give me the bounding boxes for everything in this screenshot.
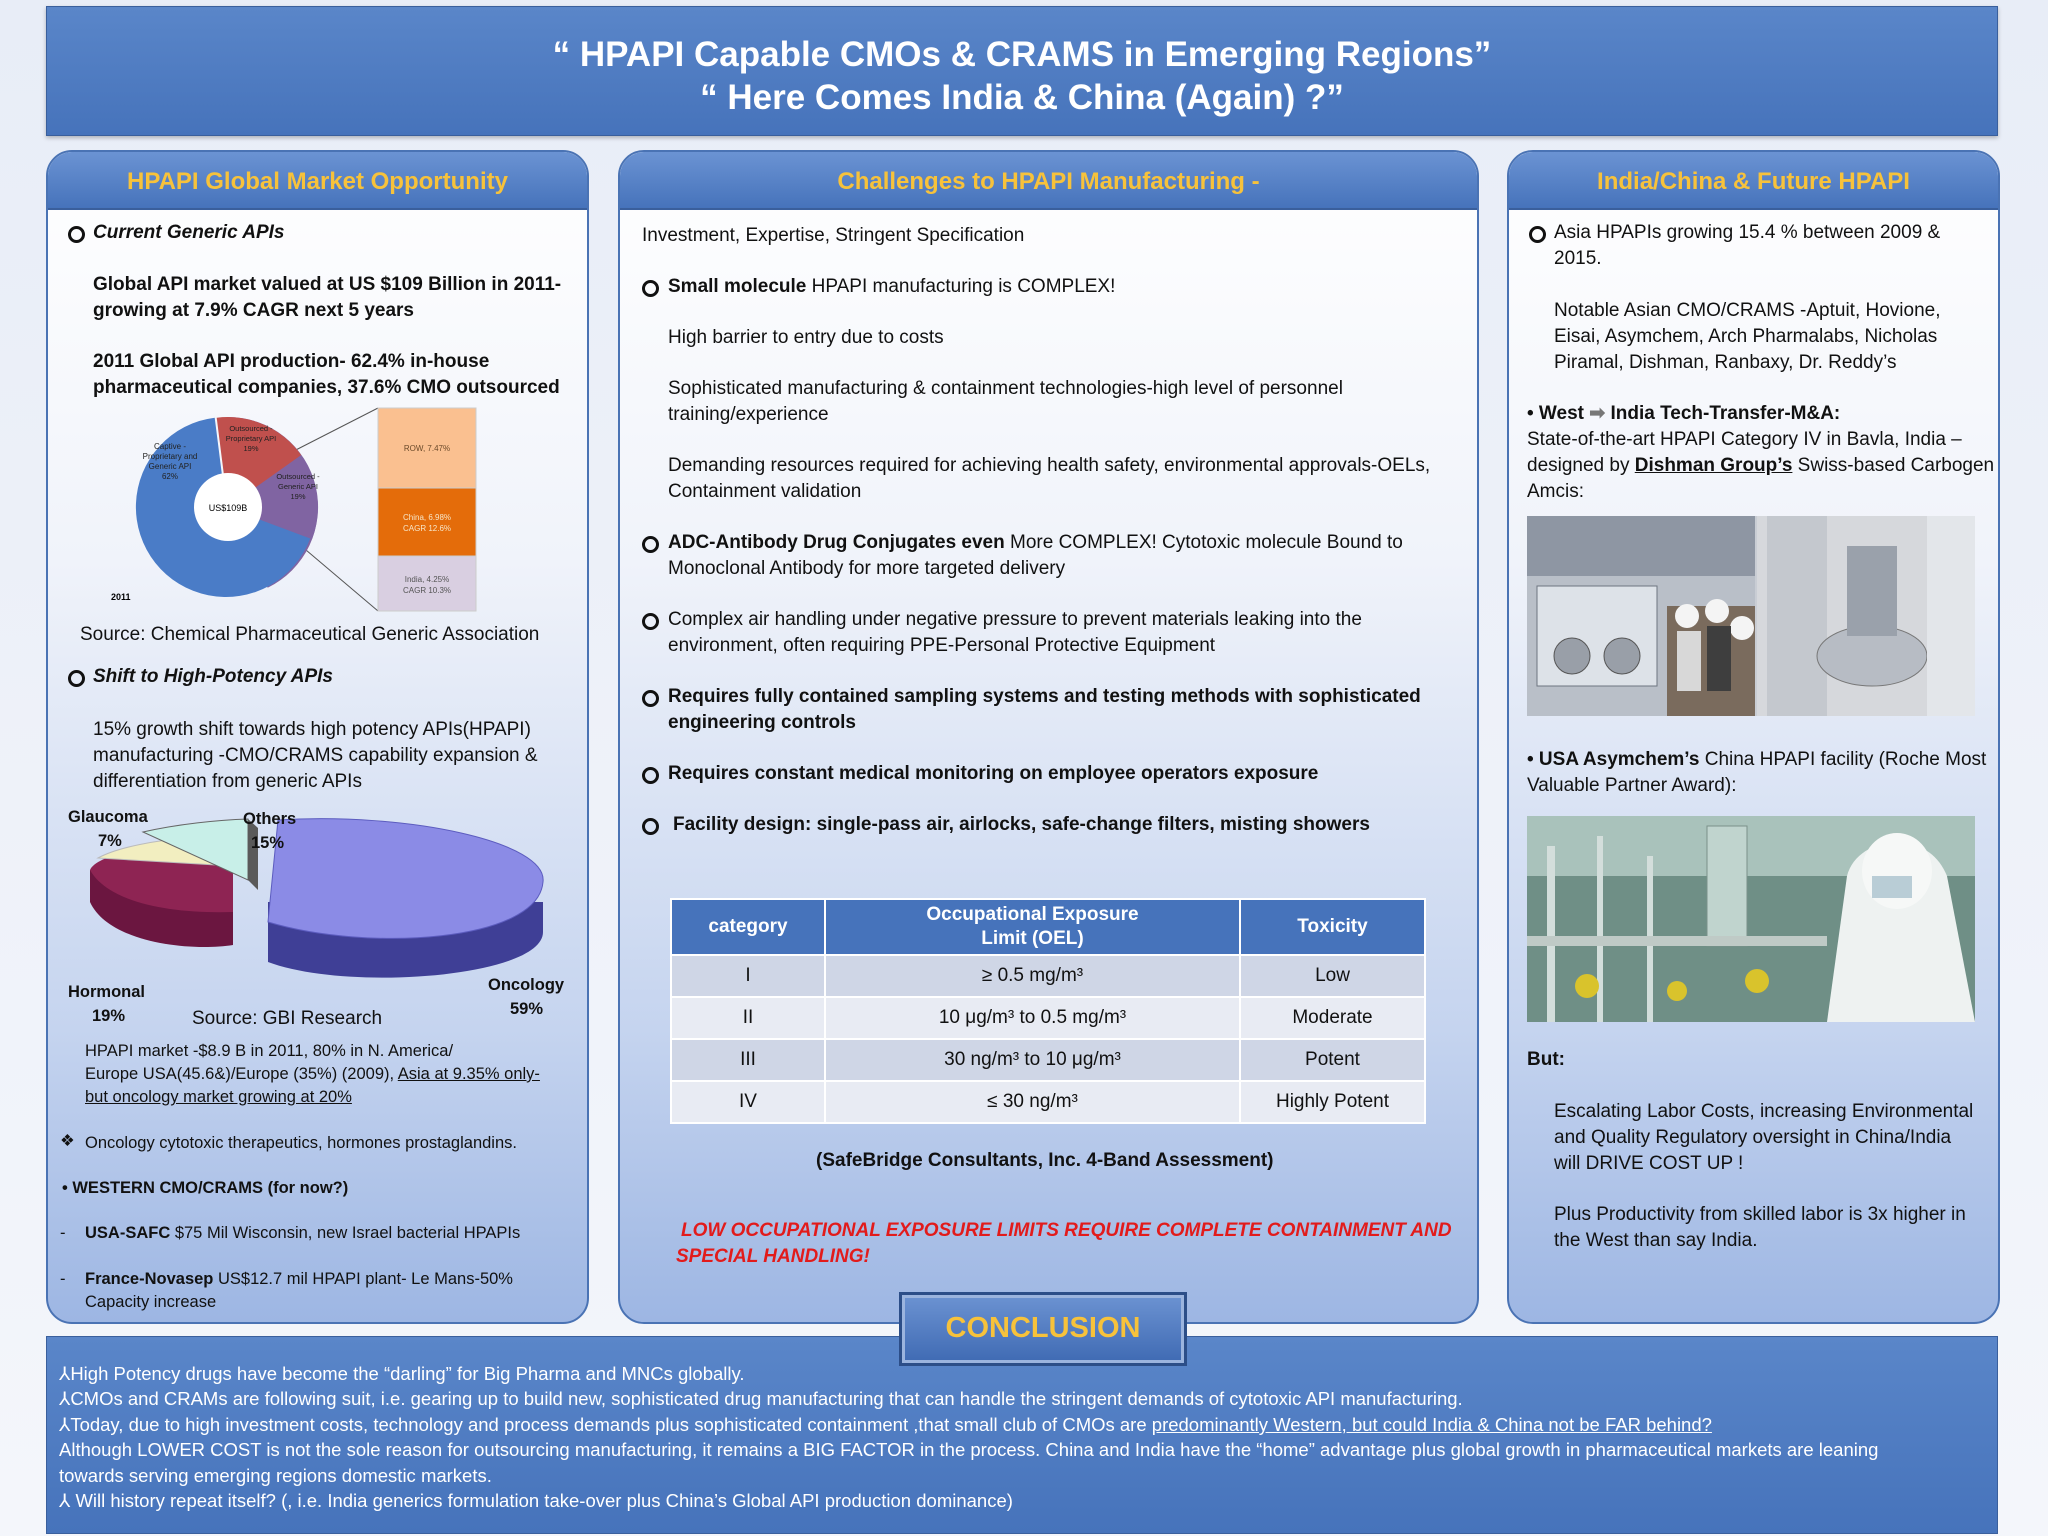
usa-asymchem-text: China HPAPI facility (Roche Most	[1699, 749, 1987, 770]
sampling-line-1: Requires fully contained sampling systems and testing methods with sophisticated	[668, 686, 1421, 707]
bullet-icon	[642, 280, 659, 297]
oel-table-caption: (SafeBridge Consultants, Inc. 4-Band Assessment)	[816, 1150, 1274, 1171]
oel-cell-category: I	[671, 955, 825, 997]
bullet-icon	[642, 690, 659, 707]
conclusion-line-6	[59, 1488, 1013, 1514]
api-market-line-1: Global API market valued at US $109 Billion in 2011-	[93, 274, 562, 295]
oel-cell-category: III	[671, 1039, 825, 1081]
warning-line-2: SPECIAL HANDLING!	[676, 1246, 870, 1267]
title-line-2: “ Here Comes India & China (Again) ?”	[700, 78, 1344, 117]
pie2-label-oncology: Oncology	[488, 976, 565, 994]
pie2-label-others-pct: 15%	[251, 834, 285, 852]
shift-line-1: 15% growth shift towards high potency APIs(HPAPI)	[93, 719, 531, 740]
usa-safc-line	[85, 1222, 520, 1245]
hpapi-line-2-text: Europe USA(45.6&)/Europe (35%) (2009),	[85, 1065, 398, 1083]
pie2-label-glaucoma: Glaucoma	[68, 808, 148, 826]
conclusion-line-3-text: Today, due to high investment costs, technology and process demands plus sophisticated containment ,that small club of CMOs are	[70, 1414, 1152, 1435]
oel-cell-toxicity: Potent	[1240, 1039, 1425, 1081]
conclusion-line-1-text: High Potency drugs have become the “darling” for Big Pharma and MNCs globally.	[70, 1363, 745, 1384]
arrow-right-icon: ➡	[1589, 403, 1606, 424]
pie1-bar-china-label: China, 6.98% CAGR 12.6%	[402, 513, 452, 533]
production-line-1: 2011 Global API production- 62.4% in-house	[93, 351, 490, 372]
state-line-2	[1527, 453, 1994, 479]
table-row	[671, 997, 1425, 1039]
conclusion-line-5: towards serving emerging regions domestic markets.	[59, 1465, 492, 1486]
middle-panel	[618, 150, 1479, 1324]
facility-line: Facility design: single-pass air, airlocks, safe-change filters, misting showers	[673, 814, 1370, 835]
pie1-label-outsourced-generic: Outsourced -Generic API 19%	[276, 472, 320, 501]
small-molecule-text: HPAPI manufacturing is COMPLEX!	[806, 276, 1116, 297]
bullet-icon	[1529, 226, 1546, 243]
bullet-icon	[642, 767, 659, 784]
demand-line-2: Containment validation	[668, 481, 862, 502]
oel-cell-limit: 30 ng/m³ to 10 μg/m³	[825, 1039, 1240, 1081]
oel-cell-limit: ≤ 30 ng/m³	[825, 1081, 1240, 1123]
oel-table-header	[671, 899, 1425, 955]
pie2-label-hormonal: Hormonal	[68, 983, 146, 1001]
oel-header-category: category	[671, 899, 825, 955]
source-gbi: Source: GBI Research	[192, 1008, 383, 1029]
state-line-2-c: Swiss-based Carbogen	[1792, 455, 1995, 476]
usa-asymchem-label: • USA Asymchem’s	[1527, 749, 1700, 770]
table-row	[671, 1039, 1425, 1081]
left-panel-heading: HPAPI Global Market Opportunity	[48, 152, 587, 210]
bavla-facility-photo-art	[1527, 516, 1975, 716]
pie2-slice-oncology	[268, 819, 543, 939]
western-heading: • WESTERN CMO/CRAMS (for now?)	[62, 1179, 349, 1197]
escalating-line-2: and Quality Regulatory oversight in China/India	[1554, 1127, 1952, 1148]
usa-safc-label: USA-SAFC	[85, 1224, 171, 1242]
adc-text: More COMPLEX! Cytotoxic molecule Bound to	[1004, 532, 1403, 553]
oel-header-toxicity: Toxicity	[1240, 899, 1425, 955]
small-molecule-label: Small molecule	[668, 276, 807, 297]
hpapi-asia-link: Asia at 9.35% only-	[397, 1065, 540, 1083]
france-text: US$12.7 mil HPAPI plant- Le Mans-50%	[213, 1270, 513, 1288]
pie1-bar-india-label: India, 4.25% CAGR 10.3%	[402, 575, 452, 595]
air-line-1: Complex air handling under negative pressure to prevent materials leaking into the	[668, 609, 1362, 630]
soph-line-1: Sophisticated manufacturing & containment technologies-high level of personnel	[668, 378, 1343, 399]
conclusion-line-6-text: Will history repeat itself? (, i.e. India generics formulation take-over plus China’s Global API production dominance)	[70, 1490, 1013, 1511]
small-molecule-line	[668, 274, 1115, 300]
conclusion-line-3	[59, 1412, 1712, 1438]
usa-asymchem-line-2: Valuable Partner Award):	[1527, 775, 1737, 796]
adc-label: ADC-Antibody Drug Conjugates even	[668, 532, 1005, 553]
dash-bullet: -	[60, 1270, 66, 1288]
pie1-year: 2011	[111, 592, 131, 602]
pie1-center-label: US$109B	[208, 503, 248, 513]
middle-intro: Investment, Expertise, Stringent Specification	[642, 225, 1025, 246]
pie2-label-others: Others	[243, 810, 297, 828]
state-line-3: Amcis:	[1527, 481, 1584, 502]
arrow-up-icon: ⅄	[59, 1414, 71, 1435]
oncology-note: Oncology cytotoxic therapeutics, hormones prostaglandins.	[85, 1134, 517, 1152]
oel-header-oel-text: Occupational Exposure Limit (OEL)	[926, 904, 1139, 949]
pie1-bar-row-label: ROW, 7.47%	[403, 444, 451, 453]
left-panel	[46, 150, 589, 1324]
france-line-1	[85, 1268, 513, 1291]
state-line-1: State-of-the-art HPAPI Category IV in Bavla, India –	[1527, 429, 1962, 450]
conclusion-line-1	[59, 1361, 745, 1387]
oel-cell-toxicity: Moderate	[1240, 997, 1425, 1039]
adc-line-2: Monoclonal Antibody for more targeted delivery	[668, 558, 1066, 579]
oel-cell-toxicity: Highly Potent	[1240, 1081, 1425, 1123]
asymchem-facility-photo-art	[1527, 816, 1975, 1022]
asia-line-1: Asia HPAPIs growing 15.4 % between 2009 &	[1554, 222, 1941, 243]
tech-transfer-label: India Tech-Transfer-M&A:	[1605, 403, 1841, 424]
pie2-label-oncology-pct: 59%	[510, 1000, 544, 1018]
dash-bullet: -	[60, 1224, 66, 1242]
west-label: • West	[1527, 403, 1590, 424]
bullet-icon	[642, 536, 659, 553]
current-generic-heading: Current Generic APIs	[93, 222, 285, 243]
pie1-bar-china	[378, 488, 476, 556]
soph-line-2: training/experience	[668, 404, 829, 425]
notable-line-1: Notable Asian CMO/CRAMS -Aptuit, Hovione,	[1554, 300, 1941, 321]
pie2-label-hormonal-pct: 19%	[92, 1007, 126, 1025]
warning-line-1: LOW OCCUPATIONAL EXPOSURE LIMITS REQUIRE COMPLETE CONTAINMENT AND	[681, 1220, 1452, 1241]
middle-panel-heading: Challenges to HPAPI Manufacturing -	[620, 152, 1477, 210]
france-label: France-Novasep	[85, 1270, 214, 1288]
notable-line-2: Eisai, Asymchem, Arch Pharmalabs, Nicholas	[1554, 326, 1938, 347]
production-line-2: pharmaceutical companies, 37.6% CMO outsourced	[93, 377, 560, 398]
barrier-line: High barrier to entry due to costs	[668, 327, 944, 348]
hpapi-line-1: HPAPI market -$8.9 B in 2011, 80% in N. America/	[85, 1042, 454, 1060]
arrow-up-icon: ⅄	[59, 1388, 71, 1409]
bavla-facility-photo	[1527, 516, 1975, 716]
table-row	[671, 1081, 1425, 1123]
sampling-line-2: engineering controls	[668, 712, 856, 733]
shift-line-2: manufacturing -CMO/CRAMS capability expansion &	[93, 745, 538, 766]
right-panel	[1507, 150, 2000, 1324]
productivity-line-2: the West than say India.	[1554, 1230, 1758, 1251]
conclusion-line-4: Although LOWER COST is not the sole reason for outsourcing manufacturing, it remains a BIG FACTOR in the process. China and India have the “home” advantage plus global growth in pharmaceutical markets are leaning	[59, 1439, 1879, 1460]
title-banner	[46, 6, 1998, 136]
bullet-icon	[642, 613, 659, 630]
shift-heading: Shift to High-Potency APIs	[93, 666, 333, 687]
oel-cell-category: II	[671, 997, 825, 1039]
pie1-label-outsourced-proprietary: Outsourced -Proprietary API 19%	[225, 424, 277, 453]
table-row	[671, 955, 1425, 997]
shift-line-3: differentiation from generic APIs	[93, 771, 362, 792]
oel-cell-toxicity: Low	[1240, 955, 1425, 997]
diamond-bullet-icon: ❖	[60, 1132, 75, 1150]
productivity-line-1: Plus Productivity from skilled labor is 3x higher in	[1554, 1204, 1966, 1225]
state-line-2-a: designed by	[1527, 455, 1635, 476]
asia-line-2: 2015.	[1554, 248, 1602, 269]
arrow-up-icon: ⅄	[59, 1490, 71, 1511]
hpapi-line-3: but oncology market growing at 20%	[85, 1088, 352, 1106]
demand-line-1: Demanding resources required for achieving health safety, environmental approvals-OELs,	[668, 455, 1431, 476]
title-line-1: “ HPAPI Capable CMOs & CRAMS in Emerging Regions”	[552, 35, 1492, 74]
hpapi-line-2	[85, 1063, 540, 1086]
dishman-link: Dishman Group’s	[1634, 455, 1793, 476]
air-line-2: environment, often requiring PPE-Personal Protective Equipment	[668, 635, 1216, 656]
france-line-2: Capacity increase	[85, 1293, 217, 1311]
usa-safc-text: $75 Mil Wisconsin, new Israel bacterial HPAPIs	[170, 1224, 521, 1242]
but-label: But:	[1527, 1049, 1565, 1070]
pie1-label-captive: Captive -Proprietary and Generic API 62%	[142, 442, 198, 481]
oel-header-oel	[825, 899, 1240, 955]
conclusion-line-2-text: CMOs and CRAMs are following suit, i.e. gearing up to build new, sophisticated drug manufacturing that can handle the stringent demands of cytotoxic API manufacturing.	[70, 1388, 1463, 1409]
west-line	[1527, 401, 1840, 427]
bullet-icon	[642, 818, 659, 835]
pie2-label-glaucoma-pct: 7%	[98, 832, 122, 850]
oel-table	[670, 898, 1426, 1124]
arrow-up-icon: ⅄	[59, 1363, 71, 1384]
bullet-icon	[68, 226, 85, 243]
api-market-line-2: growing at 7.9% CAGR next 5 years	[93, 300, 414, 321]
source-cpga: Source: Chemical Pharmaceutical Generic Association	[80, 624, 540, 645]
conclusion-question-link: predominantly Western, but could India & China not be FAR behind?	[1151, 1414, 1712, 1435]
oel-cell-limit: ≥ 0.5 mg/m³	[825, 955, 1240, 997]
escalating-line-1: Escalating Labor Costs, increasing Environmental	[1554, 1101, 1974, 1122]
usa-asymchem-line-1	[1527, 747, 1986, 773]
hpapi-therapy-pie-chart	[48, 802, 587, 992]
right-panel-heading: India/China & Future HPAPI	[1509, 152, 1998, 210]
adc-line-1	[668, 530, 1403, 556]
notable-line-3: Piramal, Dishman, Ranbaxy, Dr. Reddy’s	[1554, 352, 1897, 373]
oel-cell-category: IV	[671, 1081, 825, 1123]
conclusion-line-2	[59, 1386, 1463, 1412]
api-production-pie-chart	[48, 407, 587, 767]
asymchem-facility-photo	[1527, 816, 1975, 1022]
medical-line: Requires constant medical monitoring on employee operators exposure	[668, 763, 1319, 784]
bullet-icon	[68, 670, 85, 687]
conclusion-button: CONCLUSION	[899, 1292, 1187, 1366]
escalating-line-3: will DRIVE COST UP !	[1554, 1153, 1744, 1174]
oel-cell-limit: 10 μg/m³ to 0.5 mg/m³	[825, 997, 1240, 1039]
